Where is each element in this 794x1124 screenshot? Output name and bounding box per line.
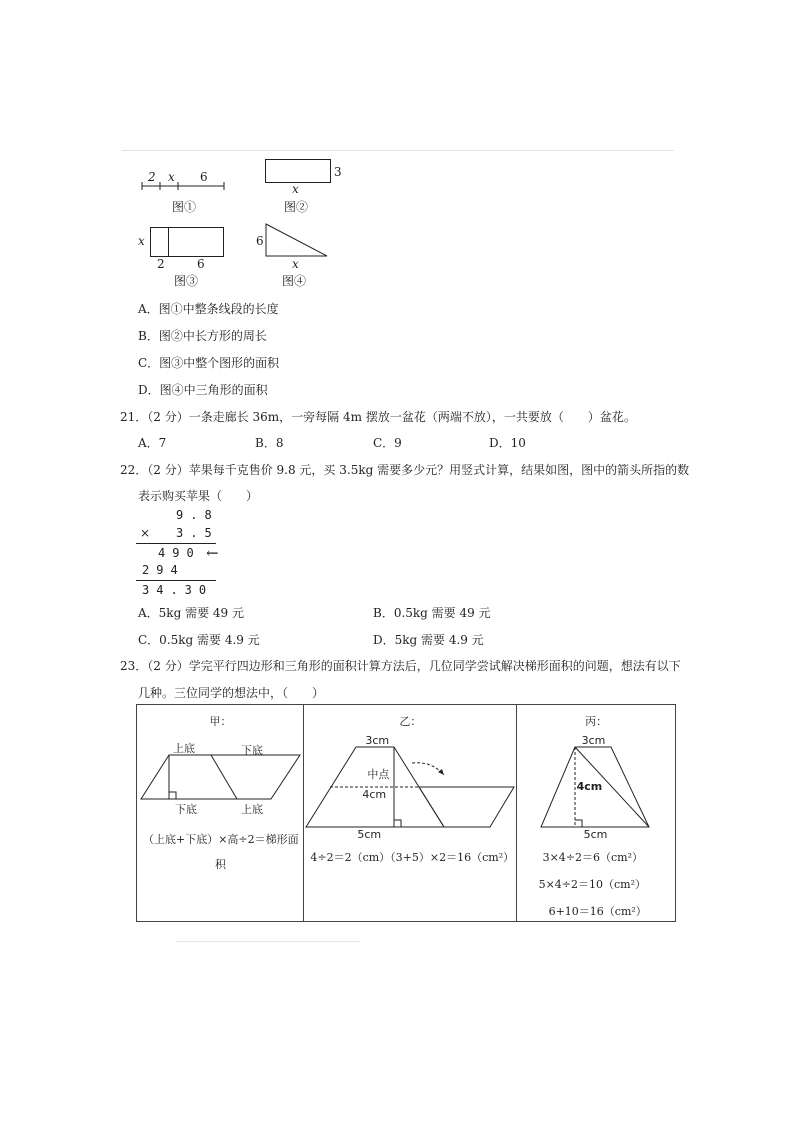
fig2-caption: 图② bbox=[284, 200, 309, 214]
yi-label-bottom: 5cm bbox=[357, 828, 382, 841]
q20-option-a[interactable]: A．图①中整条线段的长度 bbox=[138, 302, 279, 316]
triangle-left-label: 6 bbox=[256, 234, 264, 248]
jia-title: 甲： bbox=[209, 715, 232, 728]
split-rectangle bbox=[150, 227, 224, 257]
q21-option-b[interactable]: B．8 bbox=[255, 436, 284, 450]
yi-label-top: 3cm bbox=[365, 734, 390, 747]
bing-formula-3: 6+10＝16（cm²） bbox=[548, 905, 647, 918]
q22-stem-line1: 22．（2 分）苹果每千克售价 9.8 元，买 3.5kg 需要多少元？用竖式计算，结果如图，图中的箭头所指的数 bbox=[120, 463, 690, 477]
figure-1 bbox=[140, 170, 230, 214]
figure-4 bbox=[256, 220, 336, 288]
q21-option-d[interactable]: D．10 bbox=[489, 436, 526, 450]
bing-label-bottom: 5cm bbox=[583, 828, 608, 841]
q23-stem-line1: 23．（2 分）学完平行四边形和三角形的面积计算方法后，几位同学尝试解决梯形面积的问题，想法有以下 bbox=[120, 659, 681, 673]
calc-operator: × bbox=[140, 526, 151, 540]
q22-option-b[interactable]: B．0.5kg 需要 49 元 bbox=[373, 606, 491, 620]
top-divider bbox=[122, 150, 674, 151]
jia-label-top-base: 上底 bbox=[173, 742, 195, 755]
bing-title: 丙： bbox=[585, 715, 608, 728]
calc-row-2: 3.5 bbox=[176, 526, 219, 540]
seg-label-6: 6 bbox=[200, 170, 208, 184]
q21-option-c[interactable]: C．9 bbox=[373, 436, 402, 450]
triangle-drawing bbox=[256, 220, 336, 260]
jia-formula-line2: 积 bbox=[215, 858, 226, 871]
figure-2 bbox=[262, 158, 352, 214]
triangle-bottom-label: x bbox=[292, 257, 299, 271]
q21-option-a[interactable]: A．7 bbox=[138, 436, 167, 450]
jia-label-top-base-bottom: 上底 bbox=[241, 803, 263, 816]
yi-title: 乙： bbox=[399, 715, 422, 728]
fig1-caption: 图① bbox=[172, 200, 197, 214]
fig4-caption: 图④ bbox=[282, 274, 307, 288]
vertical-multiplication bbox=[136, 506, 236, 598]
yi-trapezoid-drawing bbox=[304, 731, 516, 841]
split-rect-label-6: 6 bbox=[197, 257, 205, 271]
rect-side-label: 3 bbox=[334, 165, 342, 179]
fig3-caption: 图③ bbox=[174, 274, 199, 288]
calc-row-5: 34.30 bbox=[142, 583, 214, 597]
q22-stem-line2: 表示购买苹果（ ） bbox=[138, 489, 259, 503]
calc-row-3: 490 bbox=[158, 546, 201, 560]
q20-option-c[interactable]: C．图③中整个图形的面积 bbox=[138, 356, 280, 370]
seg-label-a: 2 bbox=[148, 170, 156, 184]
yi-label-midpoint: 中点 bbox=[367, 768, 390, 781]
q23-stem-line2: 几种。三位同学的想法中，（ ） bbox=[138, 686, 325, 700]
bing-formula-2: 5×4÷2＝10（cm²） bbox=[538, 878, 647, 891]
arrow-left-icon: ← bbox=[206, 544, 219, 562]
calc-row-1: 9.8 bbox=[176, 508, 219, 522]
split-rect-label-2: 2 bbox=[157, 257, 165, 271]
figure-3 bbox=[136, 224, 236, 288]
jia-label-bottom-base: 下底 bbox=[175, 803, 197, 816]
calc-row-4: 294 bbox=[142, 563, 185, 577]
q22-option-c[interactable]: C．0.5kg 需要 4.9 元 bbox=[138, 633, 260, 647]
calc-line-1 bbox=[136, 543, 216, 544]
split-divider bbox=[168, 227, 169, 257]
bing-formula-1: 3×4÷2＝6（cm²） bbox=[542, 851, 644, 864]
jia-label-bottom-base-top: 下底 bbox=[241, 744, 263, 757]
q22-option-d[interactable]: D．5kg 需要 4.9 元 bbox=[373, 633, 484, 647]
jia-formula-line1: （上底+下底）×高÷2＝梯形面 bbox=[143, 833, 299, 846]
yi-formula: 4÷2＝2（cm）（3+5）×2＝16（cm²） bbox=[310, 851, 515, 864]
bottom-divider bbox=[176, 941, 361, 942]
q21-stem: 21．（2 分）一条走廊长 36m，一旁每隔 4m 摆放一盆花（两端不放），一共要放（ ）盆花。 bbox=[120, 410, 636, 424]
q23-ideas-table bbox=[136, 704, 676, 922]
q20-option-d[interactable]: D．图④中三角形的面积 bbox=[138, 383, 268, 397]
seg-label-x: x bbox=[168, 170, 175, 184]
rect-bottom-label: x bbox=[292, 182, 299, 196]
jia-parallelogram-drawing bbox=[137, 749, 304, 813]
bing-label-height: 4cm bbox=[576, 780, 603, 793]
split-rect-left-label: x bbox=[138, 234, 145, 248]
q20-option-b[interactable]: B．图②中长方形的周长 bbox=[138, 329, 267, 343]
cell-yi bbox=[304, 705, 516, 922]
calc-line-2 bbox=[136, 580, 216, 581]
q22-option-a[interactable]: A．5kg 需要 49 元 bbox=[138, 606, 244, 620]
rectangle-shape bbox=[265, 159, 331, 183]
cell-bing bbox=[516, 705, 675, 922]
bing-label-top: 3cm bbox=[581, 734, 606, 747]
cell-jia bbox=[137, 705, 304, 922]
yi-label-height: 4cm bbox=[362, 788, 387, 801]
